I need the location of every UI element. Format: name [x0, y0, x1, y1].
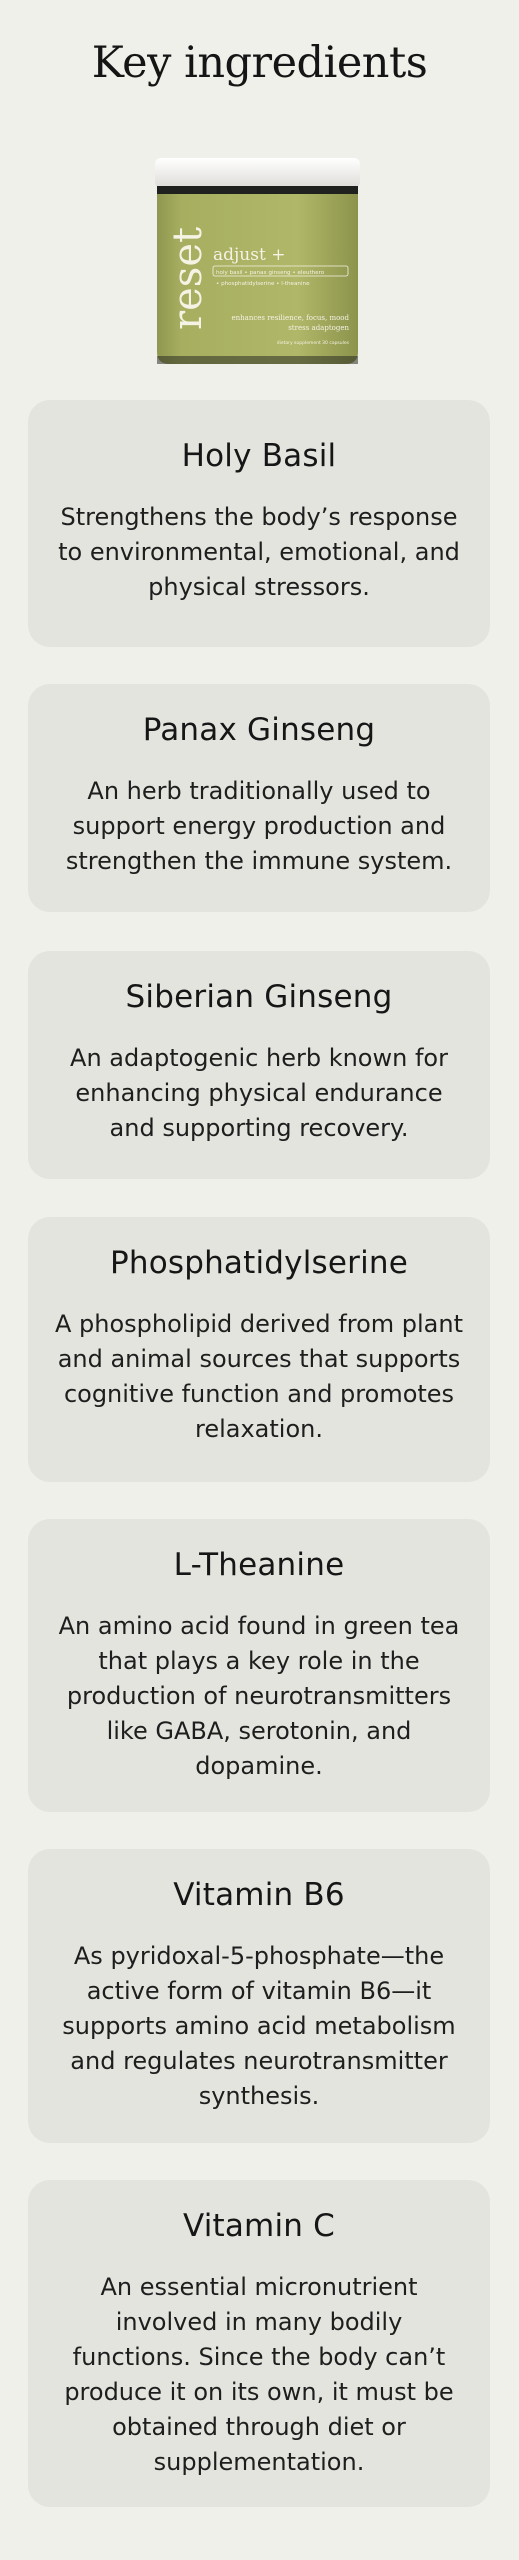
- ingredient-card: [28, 1519, 490, 1812]
- ingredient-name: L-Theanine: [173, 1547, 345, 1583]
- ingredient-name: Siberian Ginseng: [125, 979, 393, 1015]
- ingredient-name: Vitamin C: [182, 2208, 336, 2244]
- ingredient-card: [28, 951, 490, 1179]
- product-image: [155, 158, 360, 364]
- jar-neck: [157, 186, 358, 194]
- product-name-text: adjust +: [213, 245, 286, 265]
- ingredient-card: [28, 1849, 490, 2143]
- ingredient-description: An adaptogenic herb known for enhancing physical endurance and supporting recovery.: [70, 1044, 448, 1142]
- ingredient-card: [28, 684, 490, 912]
- label-claim-line-1: enhances resilience, focus, mood: [231, 314, 349, 322]
- brand-logo-text: reset: [165, 226, 211, 330]
- ingredient-name: Holy Basil: [181, 438, 337, 474]
- ingredient-description: An essential micronutrient involved in many bodily functions. Since the body can’t produce it on its own, it must be obtained through diet or supplementation.: [64, 2273, 454, 2476]
- ingredient-card: [28, 2180, 490, 2507]
- ingredient-description: Strengthens the body’s response to environmental, emotional, and physical stressors.: [58, 503, 460, 601]
- label-ingredients-line-2: • phosphatidylserine • l-theanine: [216, 281, 310, 287]
- page-title: Key ingredients: [91, 38, 428, 88]
- jar-lid: [155, 158, 360, 188]
- ingredient-description: An herb traditionally used to support energy production and strengthen the immune system.: [65, 777, 453, 875]
- ingredient-description: A phospholipid derived from plant and animal sources that supports cognitive function and promotes relaxation.: [55, 1310, 463, 1443]
- ingredient-name: Vitamin B6: [173, 1877, 345, 1913]
- ingredient-description: An amino acid found in green tea that plays a key role in the production of neurotransmitters like GABA, serotonin, and dopamine.: [58, 1612, 460, 1780]
- label-claim-line-2: stress adaptogen: [288, 324, 349, 332]
- label-footer-line: dietary supplement 30 capsules: [276, 341, 349, 346]
- ingredient-card: [28, 1217, 490, 1482]
- label-ingredients-line-1: holy basil • panax ginseng • eleuthero: [216, 270, 325, 276]
- ingredient-name: Phosphatidylserine: [109, 1245, 409, 1281]
- ingredient-name: Panax Ginseng: [142, 712, 376, 748]
- ingredient-card: [28, 400, 490, 647]
- ingredient-description: As pyridoxal-5-phosphate—the active form of vitamin B6—it supports amino acid metabolism and regulates neurotransmitter synthesis.: [62, 1942, 456, 2110]
- supplement-jar-image: [155, 158, 360, 364]
